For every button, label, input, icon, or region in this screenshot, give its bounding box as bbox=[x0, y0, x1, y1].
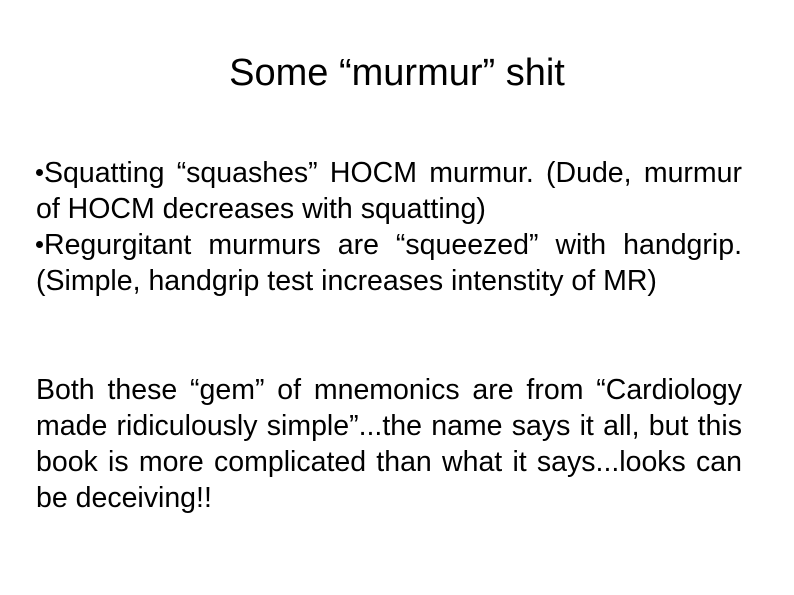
body-paragraph: Both these “gem” of mnemonics are from “Cardiology made ridiculously simple”...the name says it all, but this book is more complicated than what it says...looks can be deceiving!! bbox=[36, 374, 742, 514]
bullet-item-handgrip bbox=[36, 227, 742, 299]
slide-title: Some “murmur” shit bbox=[229, 52, 565, 94]
bullet-item-squatting bbox=[36, 155, 742, 227]
bullet-list bbox=[36, 155, 742, 299]
bullet-text: Regurgitant murmurs are “squeezed” with handgrip. (Simple, handgrip test increases intenstity of MR) bbox=[36, 229, 742, 297]
bullet-text: Squatting “squashes” HOCM murmur. (Dude, murmur of HOCM decreases with squatting) bbox=[36, 157, 742, 225]
bullet-dot-icon bbox=[36, 241, 43, 248]
bullet-dot-icon bbox=[36, 169, 43, 176]
